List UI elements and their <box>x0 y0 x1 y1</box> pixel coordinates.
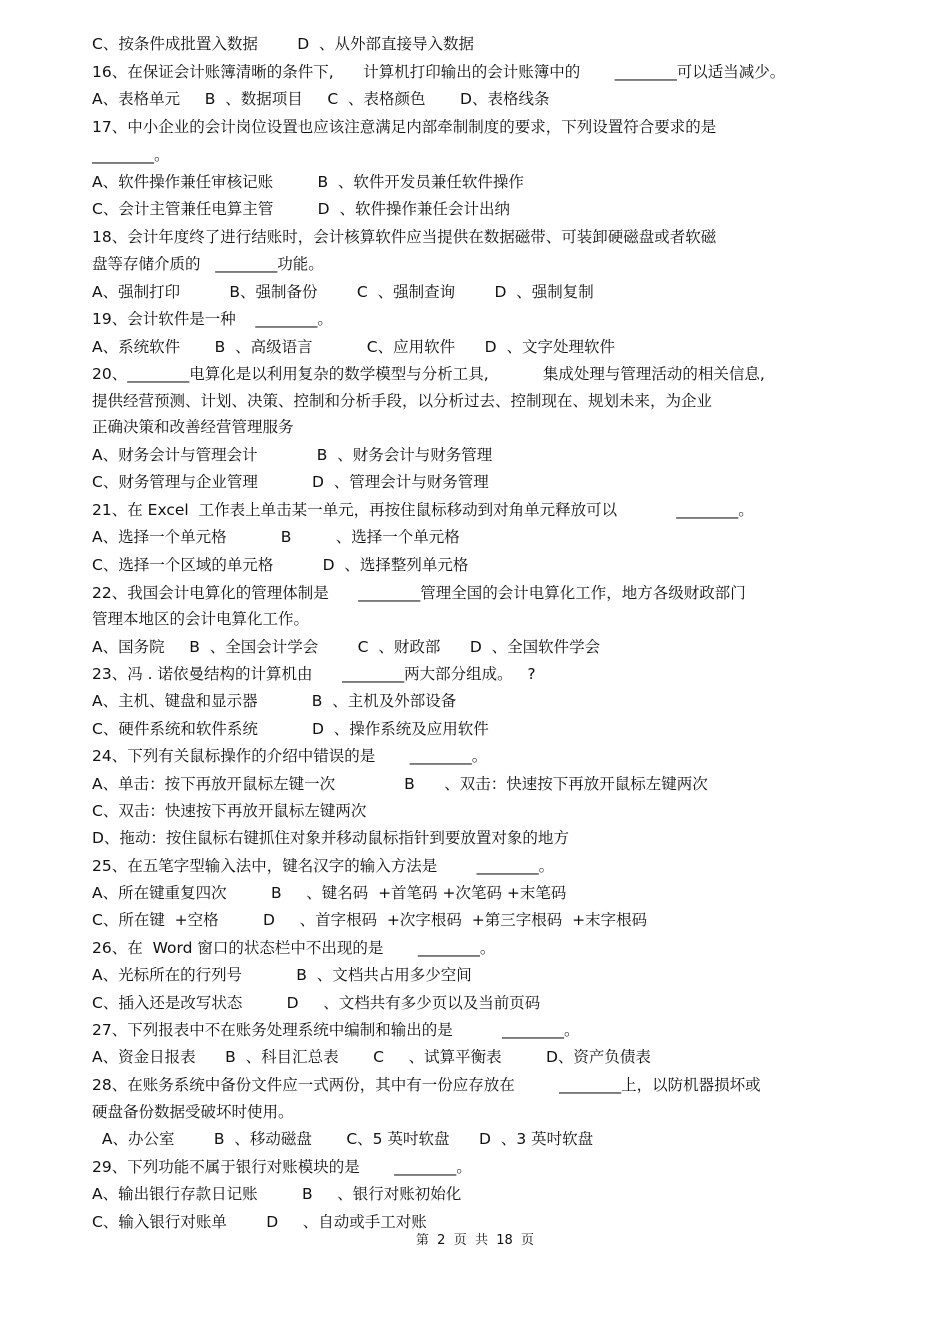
text-line: A、强制打印 B、强制备份 C 、强制查询 D 、强制复制 <box>92 283 594 301</box>
text-line: A、办公室 B 、移动磁盘 C、5 英吋软盘 D 、3 英吋软盘 <box>92 1130 594 1148</box>
text-line: 19、会计软件是一种 ________。 <box>92 310 333 328</box>
text-line: C、输入银行对账单 D 、自动或手工对账 <box>92 1213 427 1231</box>
text-line: C、按条件成批置入数据 D 、从外部直接导入数据 <box>92 35 475 53</box>
text-line: 提供经营预测、计划、决策、控制和分析手段，以分析过去、控制现在、规划未来，为企业 <box>92 392 713 410</box>
text-line: A、财务会计与管理会计 B 、财务会计与财务管理 <box>92 446 493 464</box>
text-line: 27、下列报表中不在账务处理系统中编制和输出的是 ________。 <box>92 1021 580 1039</box>
text-line: 28、在账务系统中备份文件应一式两份，其中有一份应存放在 ________上，以防机器损坏或 <box>92 1076 761 1094</box>
text-line: ________。 <box>92 146 170 164</box>
text-line: A、输出银行存款日记账 B 、银行对账初始化 <box>92 1185 462 1203</box>
text-line: C、双击：快速按下再放开鼠标左键两次 <box>92 802 367 820</box>
text-line: 16、在保证会计账簿清晰的条件下, 计算机打印输出的会计账簿中的 ________可以适当减少。 <box>92 63 786 81</box>
text-line: A、所在键重复四次 B 、键名码 +首笔码 +次笔码 +末笔码 <box>92 884 567 902</box>
text-line: D、拖动：按住鼠标右键抓住对象并移动鼠标指针到要放置对象的地方 <box>92 829 569 847</box>
text-line: 20、________电算化是以利用复杂的数学模型与分析工具, 集成处理与管理活动的相关信息, <box>92 365 765 383</box>
text-line: 22、我国会计电算化的管理体制是 ________管理全国的会计电算化工作，地方各级财政部门 <box>92 584 746 602</box>
text-line: C、插入还是改写状态 D 、文档共有多少页以及当前页码 <box>92 994 541 1012</box>
text-line: A、主机、键盘和显示器 B 、主机及外部设备 <box>92 692 457 710</box>
text-line: A、选择一个单元格 B 、选择一个单元格 <box>92 528 460 546</box>
text-line: C、硬件系统和软件系统 D 、操作系统及应用软件 <box>92 720 489 738</box>
page-footer: 第 2 页 共 18 页 <box>415 1233 535 1248</box>
text-line: C、财务管理与企业管理 D 、管理会计与财务管理 <box>92 473 489 491</box>
text-line: 正确决策和改善经营管理服务 <box>92 418 294 436</box>
text-line: A、资金日报表 B 、科目汇总表 C 、试算平衡表 D、资产负债表 <box>92 1048 651 1066</box>
text-line: 29、下列功能不属于银行对账模块的是 ________。 <box>92 1158 472 1176</box>
text-line: A、国务院 B 、全国会计学会 C 、财政部 D 、全国软件学会 <box>92 638 601 656</box>
text-line: A、软件操作兼任审核记账 B 、软件开发员兼任软件操作 <box>92 173 524 191</box>
text-line: 21、在 Excel 工作表上单击某一单元，再按住鼠标移动到对角单元释放可以 ________。 <box>92 501 754 519</box>
text-line: 23、冯 . 诺依曼结构的计算机由 ________两大部分组成。 ? <box>92 665 536 683</box>
text-line: 25、在五笔字型输入法中，键名汉字的输入方法是 ________。 <box>92 857 555 875</box>
text-line: 24、下列有关鼠标操作的介绍中错误的是 ________。 <box>92 747 488 765</box>
text-line: 18、会计年度终了进行结账时，会计核算软件应当提供在数据磁带、可装卸硬磁盘或者软磁 <box>92 228 717 246</box>
text-line: 17、中小企业的会计岗位设置也应该注意满足内部牵制制度的要求，下列设置符合要求的是 <box>92 118 717 136</box>
text-line: 管理本地区的会计电算化工作。 <box>92 610 310 628</box>
text-line: A、系统软件 B 、高级语言 C、应用软件 D 、文字处理软件 <box>92 338 615 356</box>
text-line: A、表格单元 B 、数据项目 C 、表格颜色 D、表格线条 <box>92 90 550 108</box>
text-line: C、选择一个区域的单元格 D 、选择整列单元格 <box>92 556 469 574</box>
text-line: 硬盘备份数据受破坏时使用。 <box>92 1103 294 1121</box>
text-line: A、单击：按下再放开鼠标左键一次 B 、双击：快速按下再放开鼠标左键两次 <box>92 775 708 793</box>
text-line: C、会计主管兼任电算主管 D 、软件操作兼任会计出纳 <box>92 200 510 218</box>
text-line: C、所在键 +空格 D 、首字根码 +次字根码 +第三字根码 +末字根码 <box>92 911 648 929</box>
text-line: 26、在 Word 窗口的状态栏中不出现的是 ________。 <box>92 939 496 957</box>
text-line: 盘等存储介质的 ________功能。 <box>92 255 324 273</box>
text-line: A、光标所在的行列号 B 、文档共占用多少空间 <box>92 966 472 984</box>
